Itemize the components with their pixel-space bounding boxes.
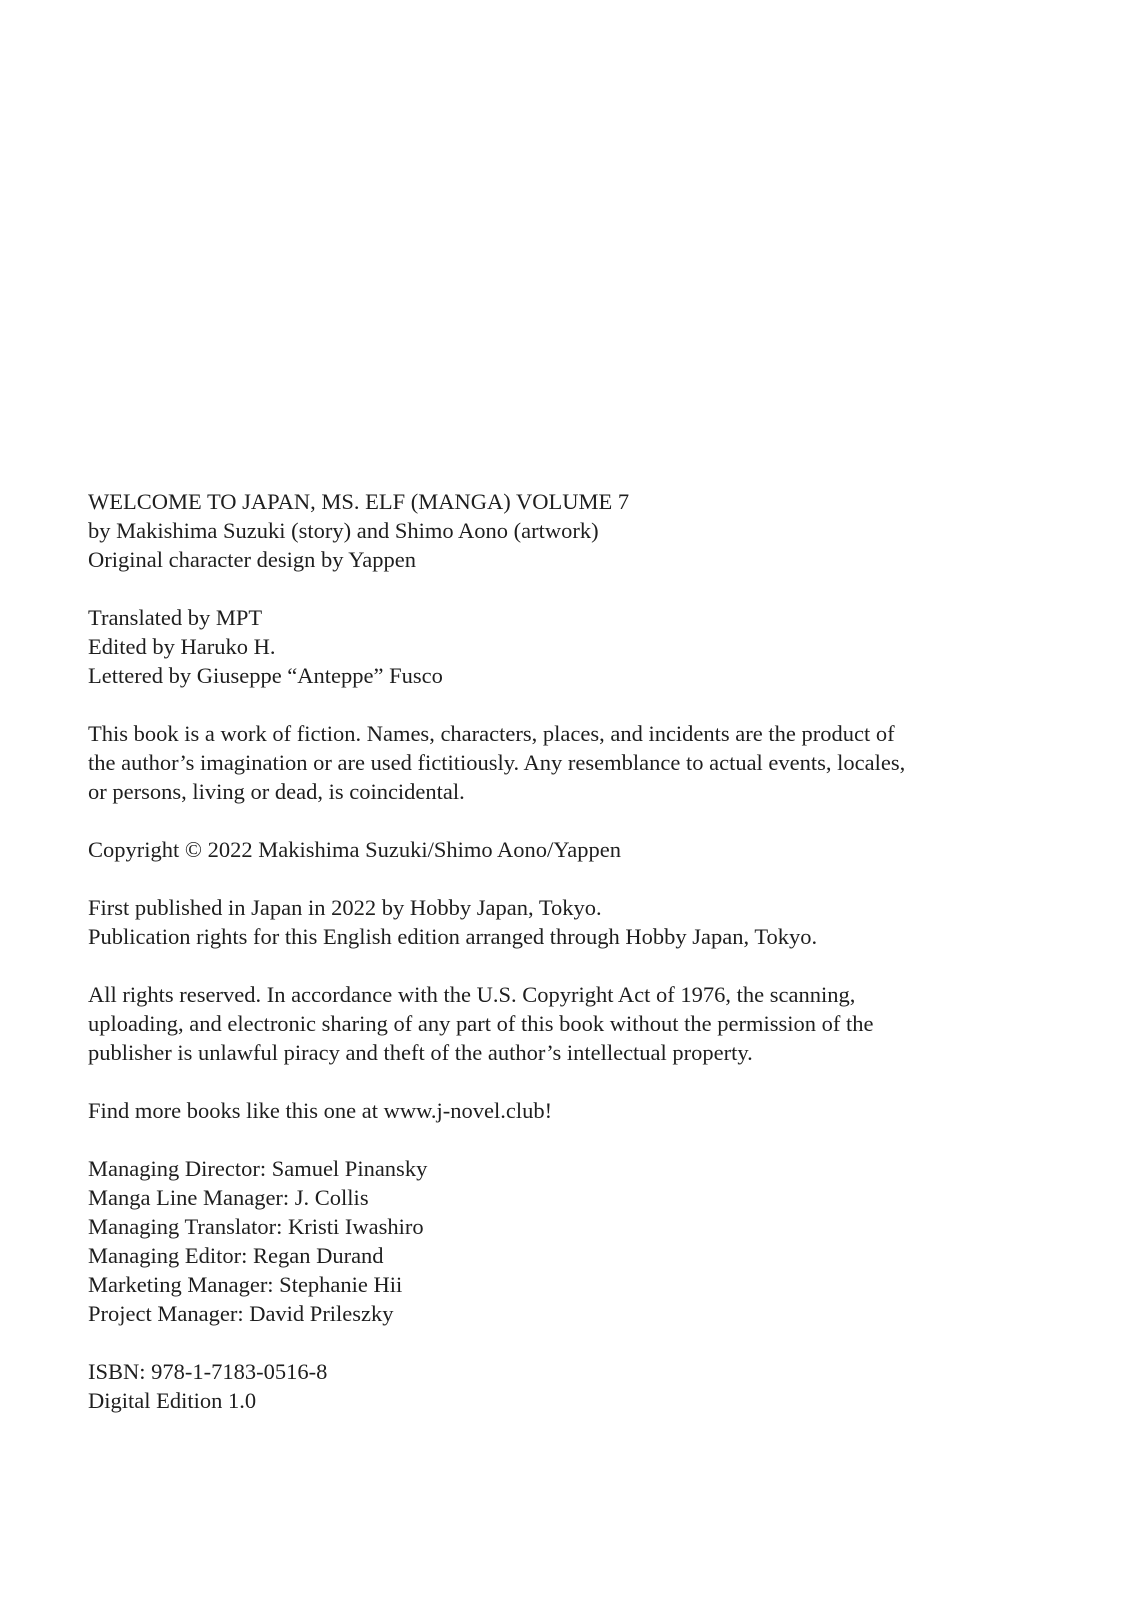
copyright-line <box>88 835 1035 864</box>
digital-edition-line: Digital Edition 1.0 <box>88 1388 257 1413</box>
byline: by Makishima Suzuki (story) and Shimo Aono (artwork) <box>88 518 599 543</box>
fiction-disclaimer-line: or persons, living or dead, is coincidental. <box>88 779 465 804</box>
character-design-credit: Original character design by Yappen <box>88 547 417 572</box>
staff-list-item: Project Manager: David Prileszky <box>88 1301 394 1326</box>
title-block <box>88 487 1035 574</box>
staff-list-item: Managing Translator: Kristi Iwashiro <box>88 1214 424 1239</box>
letterer-credit: Lettered by Giuseppe “Anteppe” Fusco <box>88 663 443 688</box>
fiction-disclaimer-line: This book is a work of fiction. Names, characters, places, and incidents are the product of <box>88 721 895 746</box>
promo-text: Find more books like this one at www.j-novel.club! <box>88 1098 553 1123</box>
translator-credit: Translated by MPT <box>88 605 263 630</box>
edition-block <box>88 1357 1035 1415</box>
fiction-disclaimer-line: the author’s imagination or are used fictitiously. Any resemblance to actual events, locales, <box>88 750 906 775</box>
editor-credit: Edited by Haruko H. <box>88 634 276 659</box>
staff-list <box>88 1154 1035 1328</box>
staff-list-item: Marketing Manager: Stephanie Hii <box>88 1272 403 1297</box>
rights-notice-line: publisher is unlawful piracy and theft of the author’s intellectual property. <box>88 1040 753 1065</box>
publication-block <box>88 893 1035 951</box>
isbn-line: ISBN: 978-1-7183-0516-8 <box>88 1359 328 1384</box>
first-published-line: First published in Japan in 2022 by Hobby Japan, Tokyo. <box>88 895 602 920</box>
rights-notice-line: uploading, and electronic sharing of any part of this book without the permission of the <box>88 1011 874 1036</box>
book-title: WELCOME TO JAPAN, MS. ELF (MANGA) VOLUME 7 <box>88 489 630 514</box>
rights-notice-line: All rights reserved. In accordance with the U.S. Copyright Act of 1976, the scanning, <box>88 982 856 1007</box>
staff-block <box>88 603 1035 690</box>
copyright-text: Copyright © 2022 Makishima Suzuki/Shimo Aono/Yappen <box>88 837 621 862</box>
promo-line <box>88 1096 1035 1125</box>
rights-notice <box>88 980 1035 1067</box>
staff-list-item: Managing Director: Samuel Pinansky <box>88 1156 428 1181</box>
staff-list-item: Manga Line Manager: J. Collis <box>88 1185 369 1210</box>
staff-list-item: Managing Editor: Regan Durand <box>88 1243 384 1268</box>
publication-rights-line: Publication rights for this English edition arranged through Hobby Japan, Tokyo. <box>88 924 818 949</box>
fiction-disclaimer <box>88 719 1035 806</box>
